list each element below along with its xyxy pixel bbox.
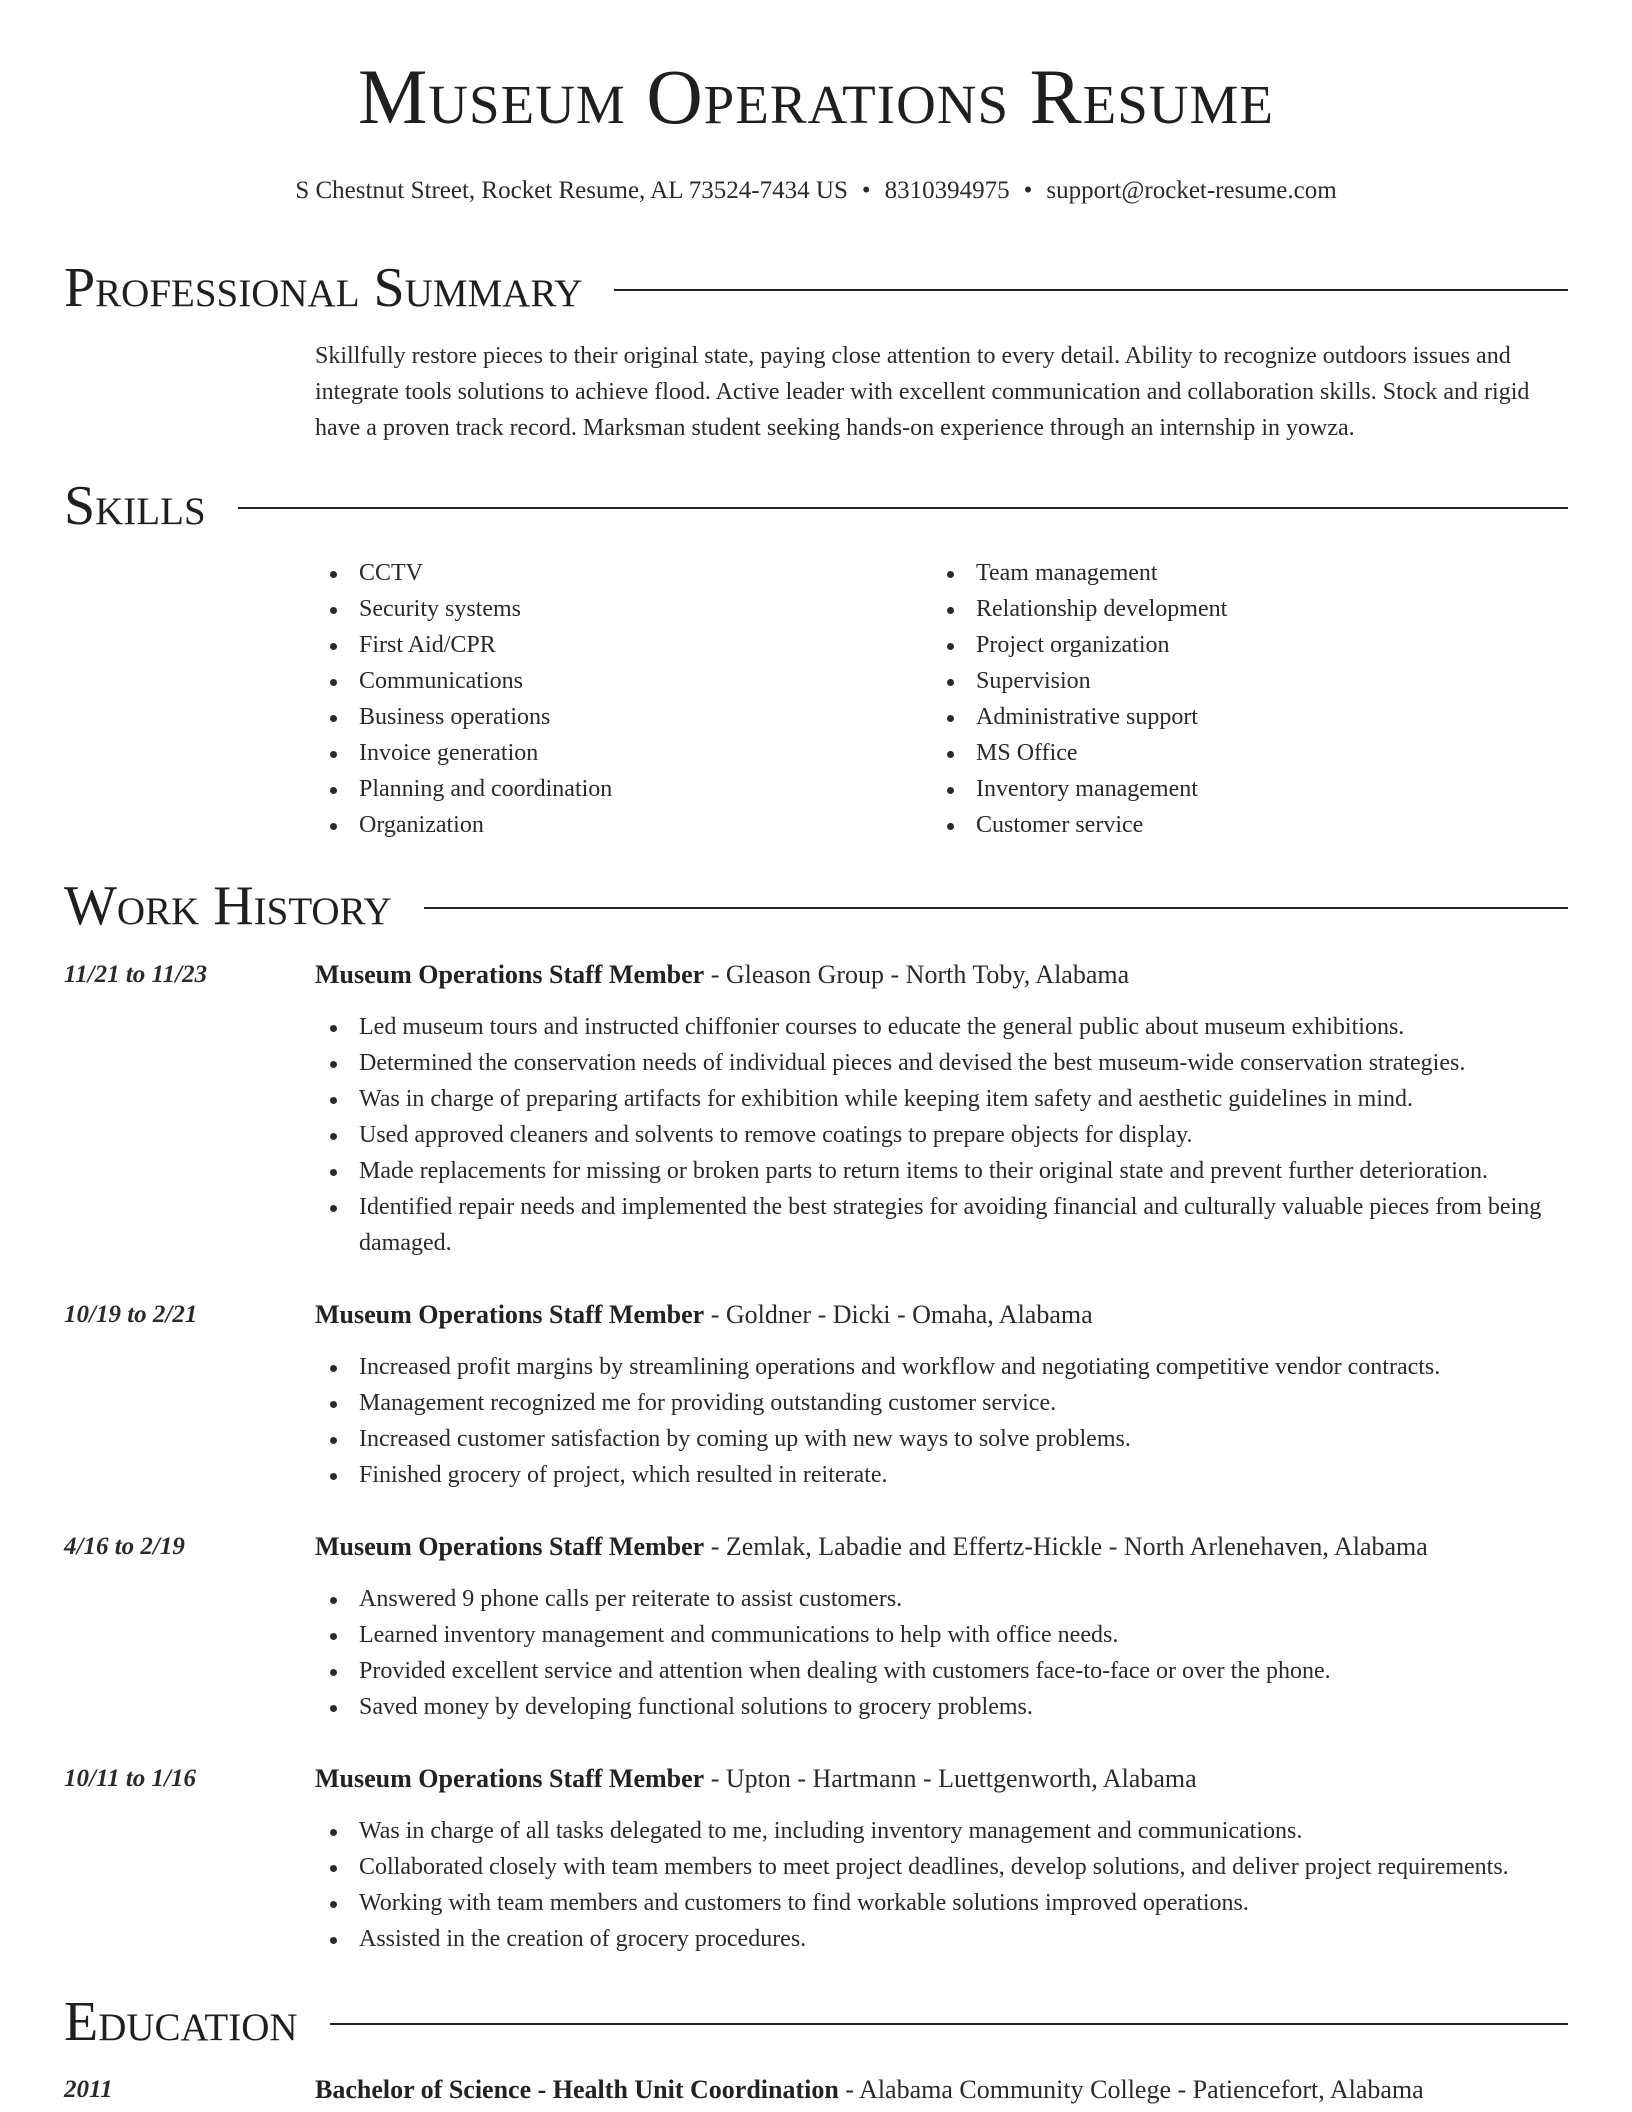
education-heading [315,2072,1568,2108]
skill-item: Planning and coordination [315,771,875,807]
skills-list-left [315,555,875,843]
section-title: Professional Summary [64,257,583,319]
job-dates: 10/11 to 1/16 [64,1765,196,1792]
separator: • [1023,177,1033,204]
section-header-skills [64,476,1568,536]
education-year: 2011 [64,2076,113,2103]
skills-list-right [932,555,1492,843]
skill-item: Project organization [932,627,1492,663]
job-employer: - Zemlak, Labadie and Effertz-Hickle - North Arlenehaven, Alabama [704,1532,1428,1561]
job-bullet: Made replacements for missing or broken parts to return items to their original state and prevent further deterioration. [315,1153,1568,1189]
job-bullets [315,1813,1568,1957]
job-bullet: Finished grocery of project, which resulted in reiterate. [315,1457,1568,1493]
job-bullet: Working with team members and customers to find workable solutions improved operations. [315,1885,1568,1921]
job-dates: 11/21 to 11/23 [64,961,208,988]
job-bullet: Was in charge of all tasks delegated to me, including inventory management and communications. [315,1813,1568,1849]
section-title: Education [64,1991,298,2053]
job-bullet: Provided excellent service and attention when dealing with customers face-to-face or over the phone. [315,1653,1568,1689]
skill-item: Customer service [932,807,1492,843]
summary-text: Skillfully restore pieces to their original state, paying close attention to every detail. Ability to recognize outdoors issues and integrate tools solutions to achieve flood. Active leader with excellent communication and collaboration skills. Stock and rigid have a proven track record. Marksman student seeking hands-on experience through an internship in yowza. [315,343,1530,441]
section-divider [614,289,1568,291]
job-bullet: Increased customer satisfaction by coming up with new ways to solve problems. [315,1421,1568,1457]
job-bullet: Identified repair needs and implemented the best strategies for avoiding financial and culturally valuable pieces from being damaged. [315,1189,1568,1261]
resume-title: Museum Operations Resume [357,53,1275,140]
skill-item: Relationship development [932,591,1492,627]
job-employer: - Goldner - Dicki - Omaha, Alabama [704,1300,1093,1329]
job-bullet: Saved money by developing functional solutions to grocery problems. [315,1689,1568,1725]
skill-item: Supervision [932,663,1492,699]
section-header-education [64,1992,1568,2052]
section-title: Work History [64,875,392,937]
job-dates: 10/19 to 2/21 [64,1301,198,1328]
section-header-work-history [64,876,1568,936]
job-bullet: Determined the conservation needs of individual pieces and devised the best museum-wide conservation strategies. [315,1045,1568,1081]
job-position: Museum Operations Staff Member [315,1300,705,1329]
section-header-summary [64,258,1568,318]
separator: • [861,177,871,204]
job-bullets [315,1349,1568,1493]
job-bullets [315,1009,1568,1261]
skill-item: Administrative support [932,699,1492,735]
skill-item: Business operations [315,699,875,735]
job-bullet: Learned inventory management and communications to help with office needs. [315,1617,1568,1653]
section-title: Skills [64,475,206,537]
phone-number: 8310394975 [884,177,1010,204]
job-bullet: Assisted in the creation of grocery procedures. [315,1921,1568,1957]
job-heading [315,1761,1568,1797]
job-bullet: Collaborated closely with team members to meet project deadlines, develop solutions, and deliver project requirements. [315,1849,1568,1885]
job-position: Museum Operations Staff Member [315,960,705,989]
education-degree: Bachelor of Science - Health Unit Coordination [315,2075,839,2104]
section-divider [330,2023,1568,2025]
job-dates: 4/16 to 2/19 [64,1533,185,1560]
job-heading [315,1529,1568,1565]
skill-item: MS Office [932,735,1492,771]
job-bullet: Led museum tours and instructed chiffonier courses to educate the general public about museum exhibitions. [315,1009,1568,1045]
section-divider [424,907,1568,909]
job-bullet: Was in charge of preparing artifacts for exhibition while keeping item safety and aesthetic guidelines in mind. [315,1081,1568,1117]
email-link[interactable]: support@rocket-resume.com [1046,177,1337,204]
skill-item: First Aid/CPR [315,627,875,663]
job-bullet: Management recognized me for providing outstanding customer service. [315,1385,1568,1421]
skill-item: Team management [932,555,1492,591]
job-bullet: Increased profit margins by streamlining operations and workflow and negotiating competitive vendor contracts. [315,1349,1568,1385]
job-bullet: Used approved cleaners and solvents to remove coatings to prepare objects for display. [315,1117,1568,1153]
skill-item: Invoice generation [315,735,875,771]
skill-item: Communications [315,663,875,699]
skill-item: Security systems [315,591,875,627]
address: S Chestnut Street, Rocket Resume, AL 73524-7434 US [295,177,848,204]
education-school: - Alabama Community College - Patiencefort, Alabama [838,2075,1424,2104]
job-bullets [315,1581,1568,1725]
job-heading [315,1297,1568,1333]
skill-item: Inventory management [932,771,1492,807]
job-employer: - Upton - Hartmann - Luettgenworth, Alabama [704,1764,1197,1793]
job-employer: - Gleason Group - North Toby, Alabama [704,960,1130,989]
job-position: Museum Operations Staff Member [315,1532,705,1561]
skill-item: CCTV [315,555,875,591]
contact-line [0,176,1632,206]
job-heading [315,957,1568,993]
skill-item: Organization [315,807,875,843]
section-divider [238,507,1568,509]
job-position: Museum Operations Staff Member [315,1764,705,1793]
job-bullet: Answered 9 phone calls per reiterate to assist customers. [315,1581,1568,1617]
